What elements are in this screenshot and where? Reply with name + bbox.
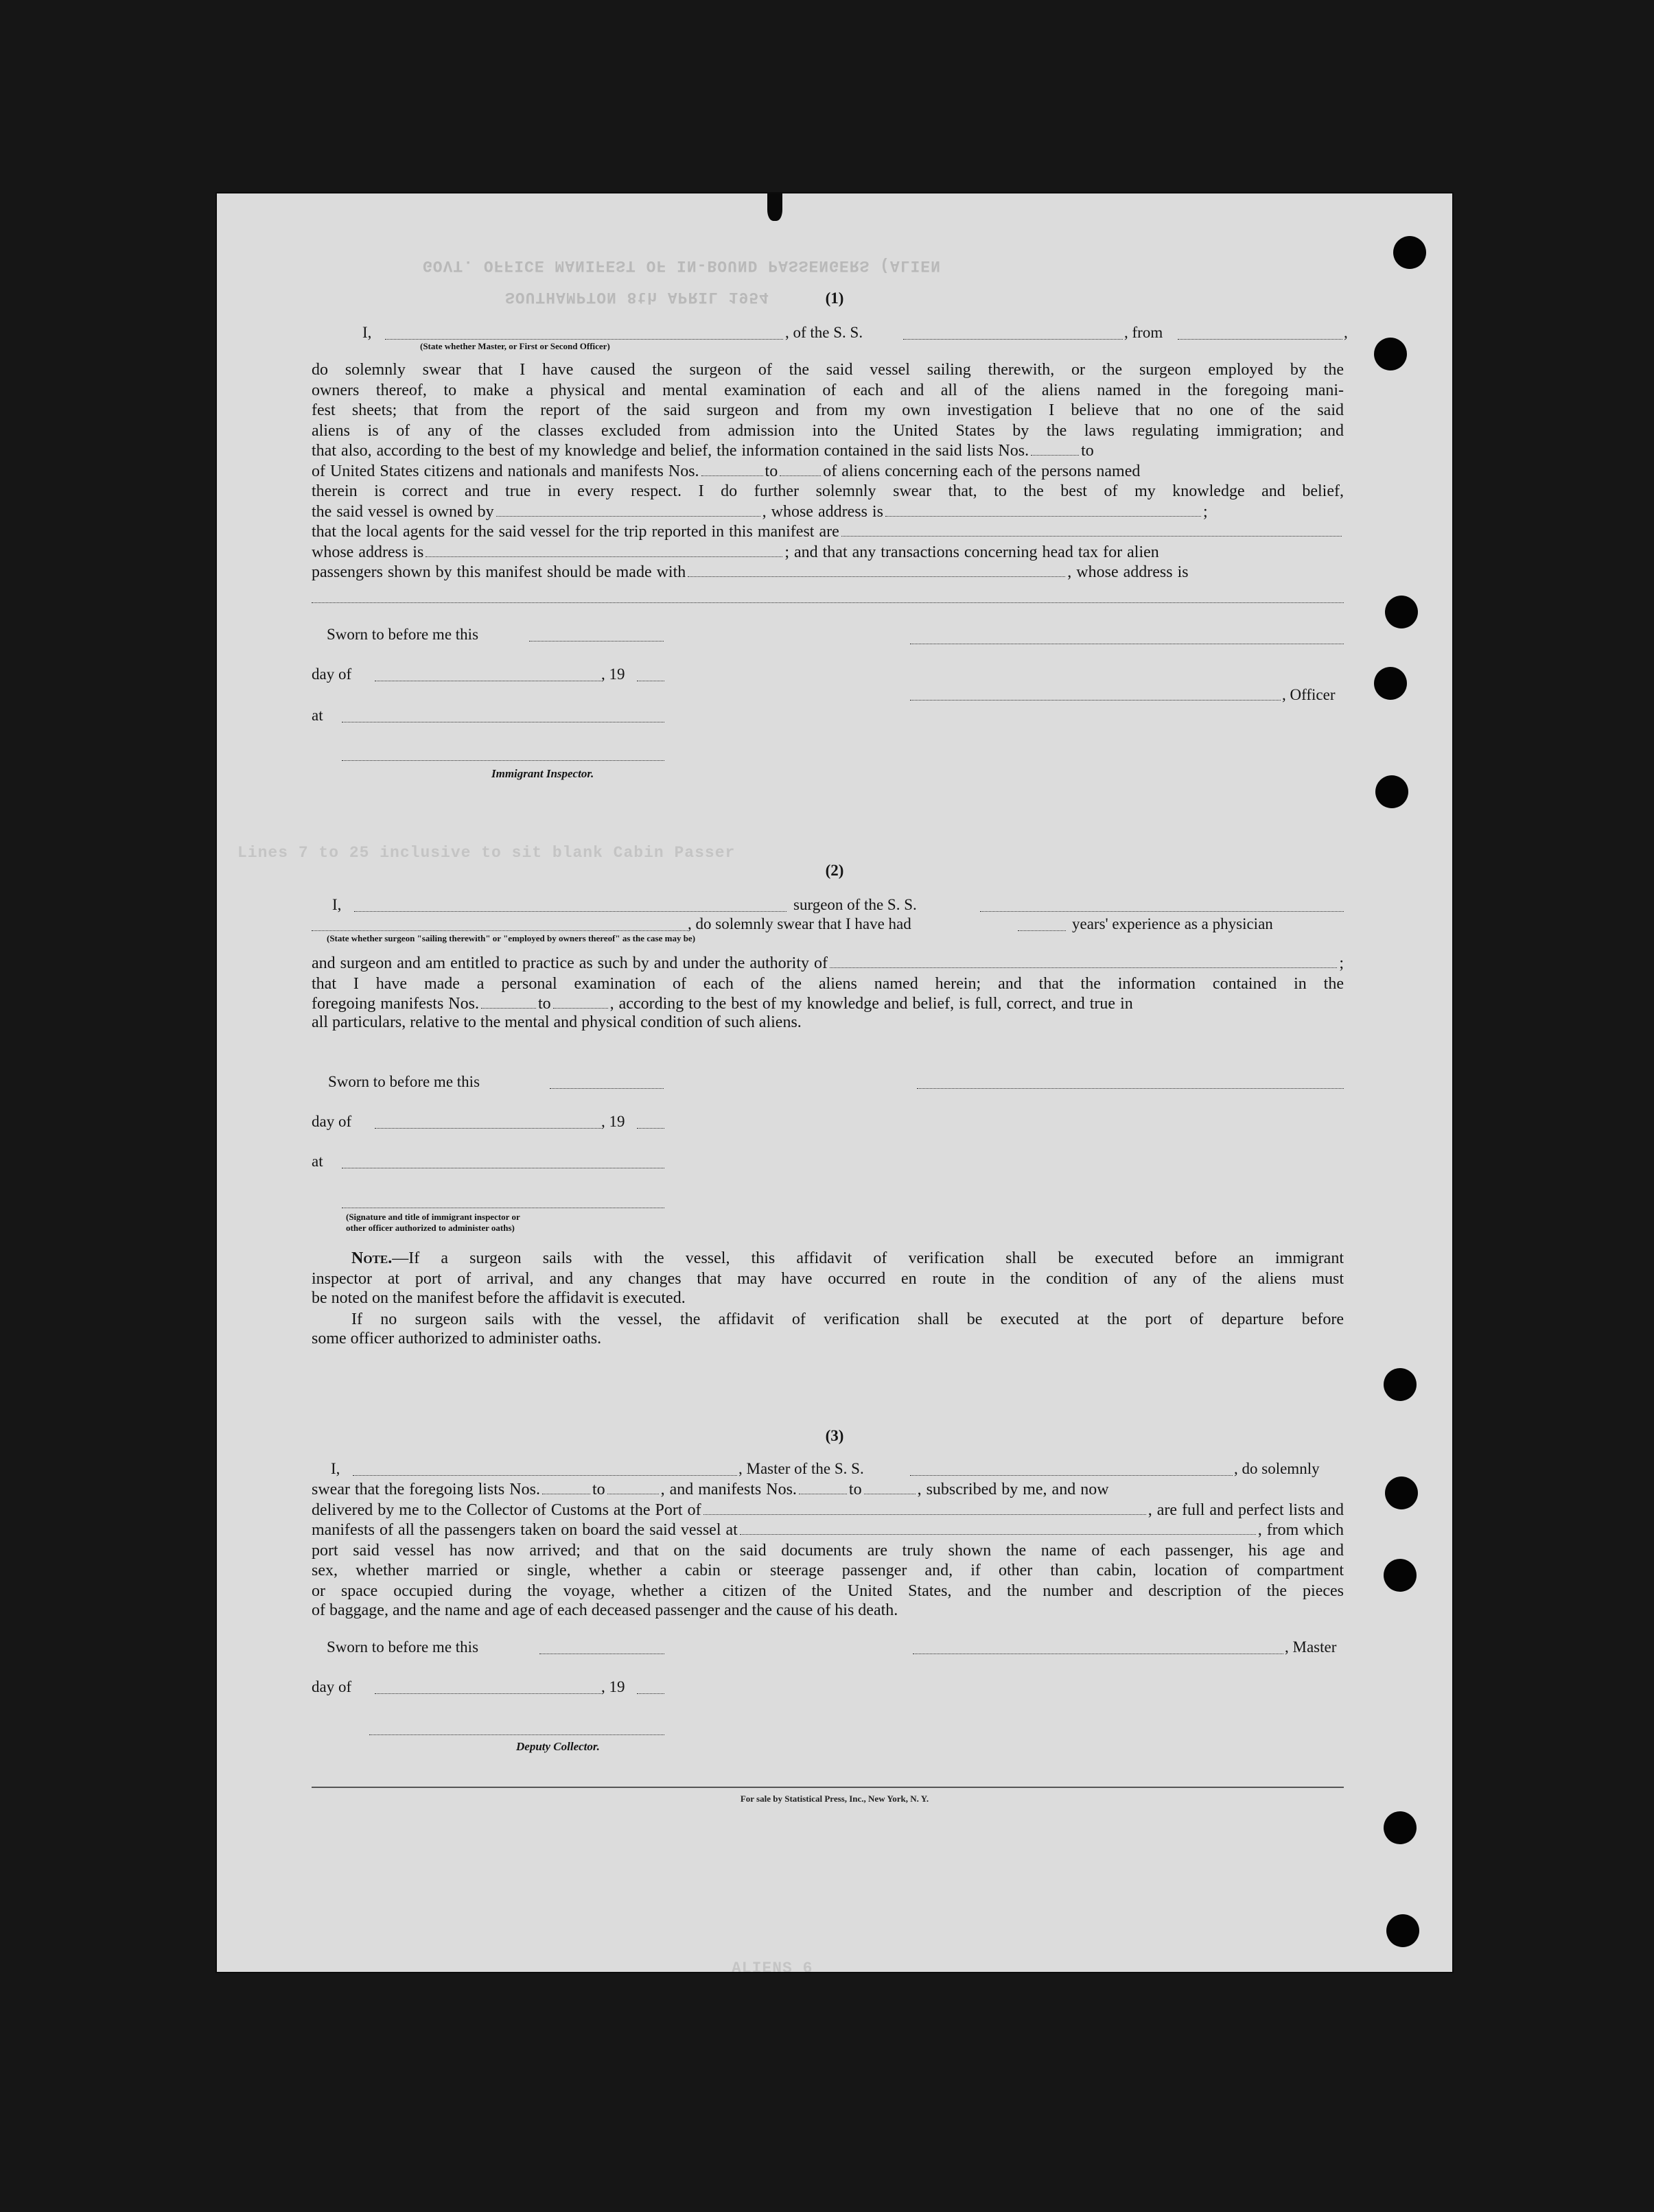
note-line-3: be noted on the manifest before the affidavit is executed.	[312, 1289, 686, 1307]
surgeon-signature-field[interactable]	[917, 1088, 1344, 1089]
vessel-name-field[interactable]	[903, 339, 1123, 340]
year-prefix-2: , 19	[601, 1113, 625, 1130]
punch-hole	[1384, 1559, 1417, 1592]
surgeon-manifest-to-field[interactable]	[553, 1007, 608, 1009]
owner-field[interactable]	[496, 515, 760, 517]
section-2-oath-text: and surgeon and am entitled to practice as such by and under the authority of ; that I have made a personal examination of each of the aliens named herein; and that the information contained in the foregoing manifests Nos. to , according to the best of my knowledge and belief, is full, correct, and true in	[312, 954, 1344, 1013]
officer-label: , Officer	[1282, 686, 1336, 703]
punch-hole	[1393, 236, 1426, 269]
section-2-number: (2)	[825, 862, 844, 879]
year-field-2[interactable]	[637, 1128, 664, 1129]
years-experience-label: years' experience as a physician	[1072, 915, 1273, 932]
officer-signature-field[interactable]	[910, 700, 1281, 701]
sworn-date-field-1[interactable]	[529, 641, 664, 642]
bleed-through-note: Lines 7 to 25 inclusive to sit blank Cabin Passer	[237, 844, 736, 862]
embark-port-field[interactable]	[740, 1533, 1256, 1535]
master-list-from-field[interactable]	[542, 1493, 590, 1494]
footer-rule	[312, 1787, 1344, 1788]
bleed-through-header: GOVT. OFFICE MANIFEST OF IN-BOUND PASSENGERS (ALIEN	[423, 257, 941, 274]
sworn-date-field-2[interactable]	[550, 1088, 664, 1089]
inspector-signature-field-1[interactable]	[342, 760, 664, 761]
master-label: , Master	[1285, 1638, 1337, 1656]
section-1-oath-text: do solemnly swear that I have caused the surgeon of the said vessel sailing therewith, or the surgeon employed by the owners thereof, to make a physical and mental examination of each and all of the aliens named in the foregoing mani- fest sheets; that from the report of the said surgeon and from my own investigation I believe that no one of the said aliens is of any of the classes excluded from admission into the United States by the laws regulating immigration; and that also, according to the best of my knowledge and belief, the information contained in the said lists Nos. to of United States citizens and nationals and manifests Nos. to of aliens concerning each of the persons named therein is correct and true in every respect. I do further solemnly swear that, to the best of my knowledge and belief, the said vessel is owned by , whose address is ; that the local agents for the said vessel for the trip reported in this manifest are whose address is ; and that any transactions concerning head tax for alien passengers shown by this manifest should be made with , whose address is	[312, 361, 1344, 581]
day-of-field-3[interactable]	[375, 1693, 601, 1694]
signature-caption-1: (Signature and title of immigrant inspector or	[346, 1212, 520, 1222]
practice-authority-field[interactable]	[830, 967, 1337, 968]
master-vessel-field[interactable]	[910, 1475, 1233, 1476]
manifest-page	[217, 193, 1452, 1972]
from-port-field[interactable]	[1178, 339, 1342, 340]
customs-port-field[interactable]	[703, 1514, 1146, 1515]
owner-address-field[interactable]	[885, 515, 1201, 517]
sworn-label-2: Sworn to before me this	[328, 1073, 480, 1090]
ink-blot	[767, 193, 782, 221]
officer-name-field[interactable]	[385, 339, 783, 340]
at-label-2: at	[312, 1153, 323, 1170]
punch-hole	[1384, 1368, 1417, 1401]
day-of-label-3: day of	[312, 1678, 352, 1695]
year-prefix-1: , 19	[601, 666, 625, 683]
signature-caption-2: other officer authorized to administer oaths)	[346, 1223, 515, 1233]
manifest-to-field[interactable]	[780, 475, 821, 476]
immigrant-inspector-label: Immigrant Inspector.	[491, 767, 594, 780]
year-field-3[interactable]	[637, 1693, 664, 1694]
master-manifest-from-field[interactable]	[799, 1493, 847, 1494]
surgeon-vessel-field[interactable]	[980, 911, 1344, 912]
section-2-lead: I,	[332, 896, 342, 913]
note-line-5: some officer authorized to administer oaths.	[312, 1330, 602, 1348]
punch-hole	[1385, 1476, 1418, 1509]
do-solemnly-label: , do solemnly	[1234, 1460, 1320, 1477]
section-2-oath-last-line: all particulars, relative to the mental and physical condition of such aliens.	[312, 1013, 802, 1031]
surgeon-swear-label: , do solemnly swear that I have had	[688, 915, 911, 932]
from-label: , from	[1124, 324, 1163, 341]
list-from-field[interactable]	[1031, 454, 1079, 456]
section-3-number: (3)	[825, 1427, 844, 1444]
of-ss-label: , of the S. S.	[785, 324, 863, 341]
punch-hole	[1385, 596, 1418, 628]
manifest-from-field[interactable]	[701, 475, 763, 476]
years-experience-field[interactable]	[1018, 930, 1066, 931]
at-label-1: at	[312, 707, 323, 724]
master-list-to-field[interactable]	[607, 1493, 659, 1494]
agents-address-field[interactable]	[426, 556, 782, 557]
master-manifest-to-field[interactable]	[864, 1493, 916, 1494]
note-text: Note.—If a surgeon sails with the vessel, this affidavit of verification shall be executed before an immigrant inspector at port of arrival, and any changes that may have occurred en route in the condition of any of the aliens must	[312, 1249, 1344, 1288]
sworn-label-3: Sworn to before me this	[327, 1638, 479, 1656]
bleed-through-date: SOUTHAMPTON 8th APRIL 1954	[505, 288, 769, 306]
surgeon-of-label: surgeon of the S. S.	[793, 896, 917, 913]
surgeon-status-field[interactable]	[312, 930, 688, 931]
surgeon-status-caption: (State whether surgeon "sailing therewith" or "employed by owners thereof" as the case may be)	[327, 933, 696, 943]
deputy-collector-label: Deputy Collector.	[516, 1740, 600, 1753]
section-1-number: (1)	[825, 290, 844, 307]
local-agents-field[interactable]	[841, 535, 1342, 537]
section-3-oath-last-line: of baggage, and the name and age of each deceased passenger and the cause of his death.	[312, 1601, 898, 1619]
day-of-label-1: day of	[312, 666, 352, 683]
punch-hole	[1375, 775, 1408, 808]
section-1-lead: I,	[362, 324, 372, 341]
punch-hole	[1374, 667, 1407, 700]
day-of-label-2: day of	[312, 1113, 352, 1130]
officer-rank-caption: (State whether Master, or First or Second Officer)	[420, 341, 610, 351]
address-continuation-field[interactable]	[312, 602, 1344, 603]
sworn-label-1: Sworn to before me this	[327, 626, 479, 643]
master-of-label: , Master of the S. S.	[738, 1460, 864, 1477]
deputy-signature-field[interactable]	[369, 1734, 664, 1735]
punch-hole	[1386, 1914, 1419, 1947]
section-3-oath-text: swear that the foregoing lists Nos. to , and manifests Nos. to , subscribed by me, and now delivered by me to the Collector of Customs at the Port of , are full and perfect lists and manifests of all the passengers taken on board the said vessel at , from which port said vessel has now arrived; and that on the said documents are truly shown the name of each passenger, his age and sex, whether married or single, whether a cabin or steerage passenger and, if other than cabin, location of compartment or space occupied during the voyage, whether a citizen of the United States, and the number and description of the pieces	[312, 1481, 1344, 1600]
master-name-field[interactable]	[353, 1475, 737, 1476]
day-of-field-2[interactable]	[375, 1128, 601, 1129]
head-tax-contact-field[interactable]	[688, 576, 1065, 577]
comma: ,	[1344, 324, 1348, 341]
bleed-through-bottom: ALIENS 6	[732, 1960, 813, 1972]
punch-hole	[1384, 1811, 1417, 1844]
punch-hole	[1374, 338, 1407, 370]
section-3-lead: I,	[331, 1460, 340, 1477]
printer-credit: For sale by Statistical Press, Inc., New York, N. Y.	[740, 1793, 929, 1804]
surgeon-name-field[interactable]	[354, 911, 787, 912]
year-prefix-3: , 19	[601, 1678, 625, 1695]
note-label: Note.	[351, 1249, 393, 1267]
note-text-2: If no surgeon sails with the vessel, the affidavit of verification shall be executed at the port of departure before	[351, 1310, 1344, 1328]
surgeon-manifest-from-field[interactable]	[481, 1007, 536, 1009]
